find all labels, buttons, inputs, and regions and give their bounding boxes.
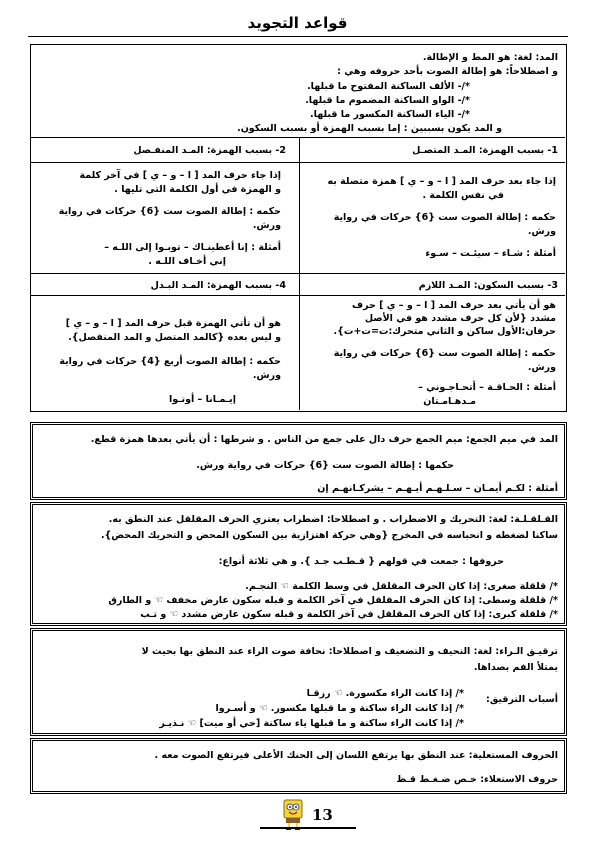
madd-cause: و المد يكون بسببين : إما بسبب الهمزة أو بسبب السكون. xyxy=(237,123,502,134)
row2-top-divider xyxy=(31,273,565,274)
istilaa-letters: حروف الاستعلاء: خـص ضـغـط قـظ xyxy=(396,774,558,785)
qalqala-minor: */ قلقلة صغرى: إذا كان الحرف المقلقل في وسط الكلمة ☜ النجـم. xyxy=(245,581,558,592)
lazim-examples-2: مـدهـامـتان xyxy=(423,396,476,407)
lazim-examples-1: أمثلة : الحـاقـة – أتحـاجـوني – xyxy=(418,382,556,393)
munfassil-rule-1: حكمه : إطالة الصوت ست {6} حركات في رواية xyxy=(58,206,281,217)
madd-letter-alif: */- الألف الساكنة المفتوح ما قبلها. xyxy=(307,81,470,92)
lazim-body-3: حرفان:الأول ساكن و الثاني متحرك:ت=ت+ت}. xyxy=(333,326,556,337)
tarqiq-reason-ya: */ إذا كانت الراء ساكنة و ما قبلها ياء ساكنة [حي أو ميت] ☜ نـذيـر xyxy=(159,718,464,729)
badal-body-2: و ليس بعده {كالمد المتصل و المد المنفصل}. xyxy=(68,332,281,343)
title-rule xyxy=(28,36,568,37)
qalqala-medium: */ قلقلة وسطى: إذا كان الحرف المقلقل في آخر الكلمة و قبله سكون عارض مخفف ☜ و الطارق xyxy=(108,595,558,606)
badal-examples: إيـمـانا – أوتـوا xyxy=(169,394,236,405)
mutassil-body-2: في نفس الكلمة . xyxy=(422,190,504,201)
madd-definition-term: و اصطلاحاً: هو إطالة الصوت بأحد حروفه وهي : xyxy=(337,66,558,77)
page-number: 13 xyxy=(312,806,333,824)
qalqala-definition: القـلقـلـة: لغة: التحريك و الاضطراب . و اصطلاحا: اضطراب يعتري الحرف المقلقل عند النطق به. xyxy=(108,514,558,525)
badal-rule-1: حكمه : إطالة الصوت أربع {4} حركات في رواية xyxy=(59,356,281,367)
tarqiq-section xyxy=(30,628,567,736)
tarqiq-reason-sakin: */ إذا كانت الراء ساكنة و ما قبلها مكسور. ☜ و أسـروا xyxy=(215,703,464,714)
mim-jam-definition: المد في ميم الجمع: ميم الجمع حرف دال على جمع من الناس . و شرطها : أن يأتي بعدها همزة قطع. xyxy=(90,434,558,445)
lazim-rule-1: حكمه : إطالة الصوت ست {6} حركات في رواية xyxy=(333,348,556,359)
qalqala-section xyxy=(30,502,567,626)
munfassil-rule-2: ورش. xyxy=(252,220,281,231)
madd-section xyxy=(30,44,567,412)
munfassil-body-2: و الهمزة في أول الكلمة التي تليها . xyxy=(114,184,281,195)
madd-letter-waw: */- الواو الساكنة المضموم ما قبلها. xyxy=(305,95,470,106)
mim-jam-rule: حكمها : إطالة الصوت ست {6} حركات في رواية ورش. xyxy=(196,460,454,471)
madd-definition-lang: المد: لغة: هو المط و الإطالة. xyxy=(422,52,558,63)
munfassil-body-1: إذا جاء حرف المد [ ا – و – ي ] في آخر كلمة xyxy=(79,170,281,181)
lazim-rule-2: ورش. xyxy=(527,362,556,373)
lazim-heading: 3- بسبب السكون: المـد اللازم xyxy=(418,280,558,291)
badal-body-1: هو أن تأتي الهمزة قبل حرف المد [ ا – و – ي ] xyxy=(65,318,281,329)
page-title: قواعد التجويد xyxy=(247,14,348,32)
row1-header-divider xyxy=(31,162,565,163)
tarqiq-definition: ترقيـق الـراء: لغة: النحيف و التضعيف و اصطلاحا: نحافة صوت الراء عند النطق بها بحيث لا xyxy=(141,646,558,657)
tarqiq-reason-kasra: */ إذا كانت الراء مكسورة. ☜ رزقـا xyxy=(306,688,464,699)
mutassil-heading: 1- بسبب الهمزة: المـد المتصـل xyxy=(412,145,558,156)
grid-top-border xyxy=(31,137,565,138)
tarqiq-definition-2: يمتلأ الفم بصداها. xyxy=(473,662,558,673)
munfassil-examples-2: إني أخـاف اللـه . xyxy=(148,256,226,267)
mutassil-rule-1: حكمه : إطالة الصوت ست {6} حركات في رواية xyxy=(333,212,556,223)
madd-letter-ya: */- الياء الساكنة المكسور ما قبلها. xyxy=(310,109,470,120)
mutassil-body-1: إذا جاء بعد حرف المد [ ا – و – ي ] همزة متصلة به xyxy=(327,176,556,187)
mim-jam-section xyxy=(30,422,567,500)
munfassil-examples-1: أمثلة : إنا أعطينـاك – توبـوا إلى اللـه – xyxy=(104,242,281,253)
istilaa-definition: الحروف المستعلية: عند النطق بها يرتفع اللسان إلى الحنك الأعلى فيرتفع الصوت معه . xyxy=(154,750,558,761)
mutassil-examples: أمثلة : شـاء – سيئـت – سـوء xyxy=(425,248,556,259)
tarqiq-reasons-label: أسباب الترقيق: xyxy=(486,694,558,705)
mim-jam-examples: أمثلة : لكـم أيمـان – سـلـهـم أيـهـم – يشركـانهـم إن xyxy=(317,483,558,494)
qalqala-letters: حروفها : جمعت في قولهم { قـطـب جـد }. و هي ثلاثة أنواع: xyxy=(218,556,504,567)
lazim-body-1: هو أن يأتي بعد حرف المد [ ا – و – ي ] حرف xyxy=(352,300,556,311)
footer-rule xyxy=(260,827,356,829)
qalqala-definition-2: ساكنا لضغطه و انحباسه في المخرج {وهي حركة اهتزازية بين السكون المحض و التحريك المحض}. xyxy=(100,530,558,541)
badal-rule-2: ورش. xyxy=(252,370,281,381)
istilaa-section xyxy=(30,738,567,794)
mutassil-rule-2: ورش. xyxy=(527,226,556,237)
sponge-mascot-icon xyxy=(280,797,306,831)
row2-header-divider xyxy=(31,295,565,296)
munfassil-heading: 2- بسبب الهمزة: المـد المنفـصل xyxy=(133,145,286,156)
qalqala-major: */ قلقلة كبرى: إذا كان الحرف المقلقل في آخر الكلمة و قبله سكون عارض مشدد ☜ و تـب xyxy=(140,609,558,620)
badal-heading: 4- بسبب الهمزة: المـد البـدل xyxy=(150,280,286,291)
lazim-body-2: مشدد {لأن كل حرف مشدد هو في الأصل xyxy=(364,313,556,324)
